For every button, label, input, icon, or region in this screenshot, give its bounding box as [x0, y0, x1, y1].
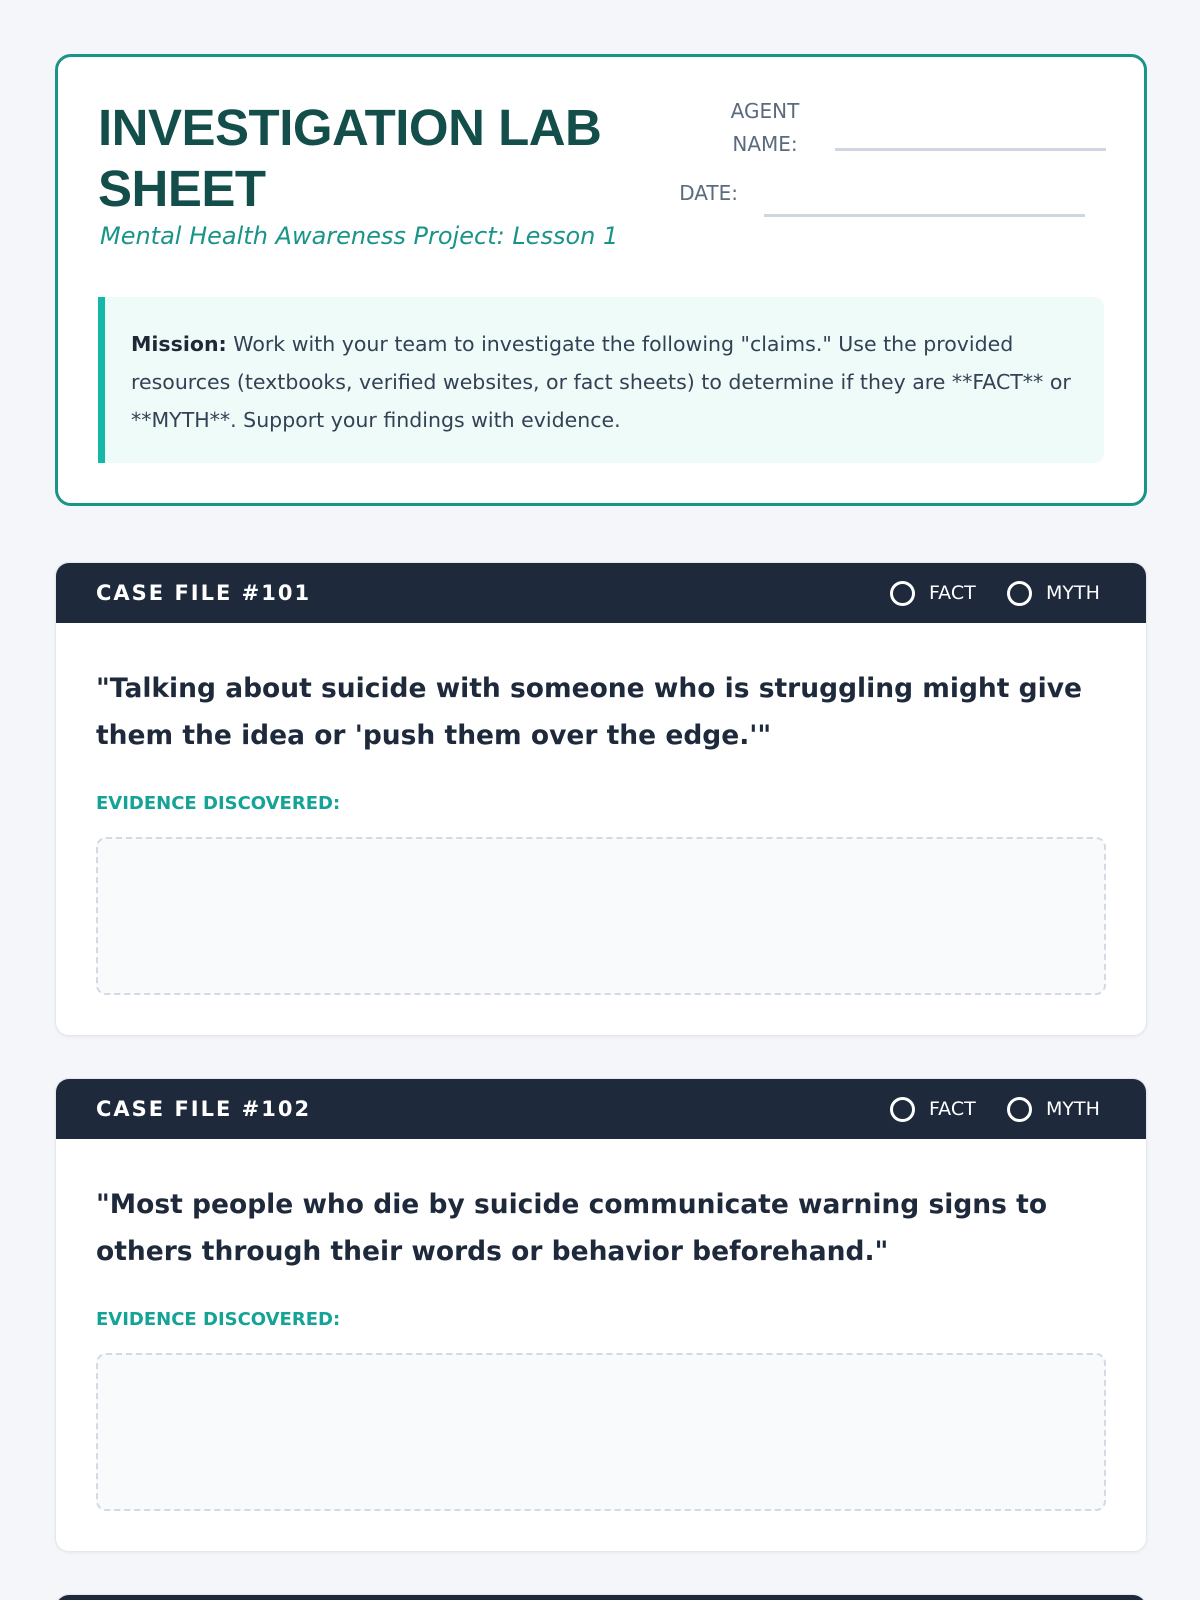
fact-option[interactable] — [890, 1096, 976, 1122]
myth-label: MYTH — [1046, 1098, 1100, 1120]
agent-name-label: AGENT NAME: — [730, 99, 800, 156]
date-label: DATE: — [679, 181, 738, 205]
case-file-title: CASE FILE #101 — [96, 581, 312, 605]
page-title: INVESTIGATION LAB SHEET — [98, 99, 602, 217]
fact-option[interactable] — [890, 580, 976, 606]
case-file-header — [56, 1079, 1146, 1139]
fact-label: FACT — [929, 582, 976, 604]
mission-label: Mission: — [131, 332, 227, 356]
fact-label: FACT — [929, 1098, 976, 1120]
fact-radio-icon[interactable] — [890, 581, 915, 606]
myth-radio-icon[interactable] — [1007, 581, 1032, 606]
agent-name-field[interactable] — [835, 148, 1106, 151]
case-file-card — [55, 1078, 1147, 1552]
case-file-header — [56, 1595, 1146, 1600]
evidence-label: EVIDENCE DISCOVERED: — [96, 793, 341, 814]
case-claim: "Most people who die by suicide communicate warning signs to others through their words or behavior beforehand." — [96, 1189, 1048, 1267]
myth-radio-icon[interactable] — [1007, 1097, 1032, 1122]
myth-label: MYTH — [1046, 582, 1100, 604]
case-file-card — [55, 562, 1147, 1036]
case-file-header — [56, 563, 1146, 623]
evidence-label: EVIDENCE DISCOVERED: — [96, 1309, 341, 1330]
mission-box — [98, 297, 1104, 463]
case-file-title: CASE FILE #102 — [96, 1097, 312, 1121]
myth-option[interactable] — [1007, 1096, 1100, 1122]
page-subtitle: Mental Health Awareness Project: Lesson 1 — [100, 222, 619, 250]
case-claim: "Talking about suicide with someone who is struggling might give them the idea or 'push them over the edge.'" — [96, 673, 1082, 751]
case-file-card-partial — [55, 1594, 1147, 1600]
evidence-input[interactable] — [96, 1353, 1106, 1511]
myth-option[interactable] — [1007, 580, 1100, 606]
evidence-input[interactable] — [96, 837, 1106, 995]
date-field[interactable] — [764, 214, 1085, 217]
mission-text: Work with your team to investigate the following "claims." Use the provided resources (textbooks, verified websites, or fact sheets) to determine if they are **FACT** or **MYTH**. Support your findings with evidence. — [131, 332, 1071, 432]
fact-radio-icon[interactable] — [890, 1097, 915, 1122]
header-card — [55, 54, 1147, 506]
